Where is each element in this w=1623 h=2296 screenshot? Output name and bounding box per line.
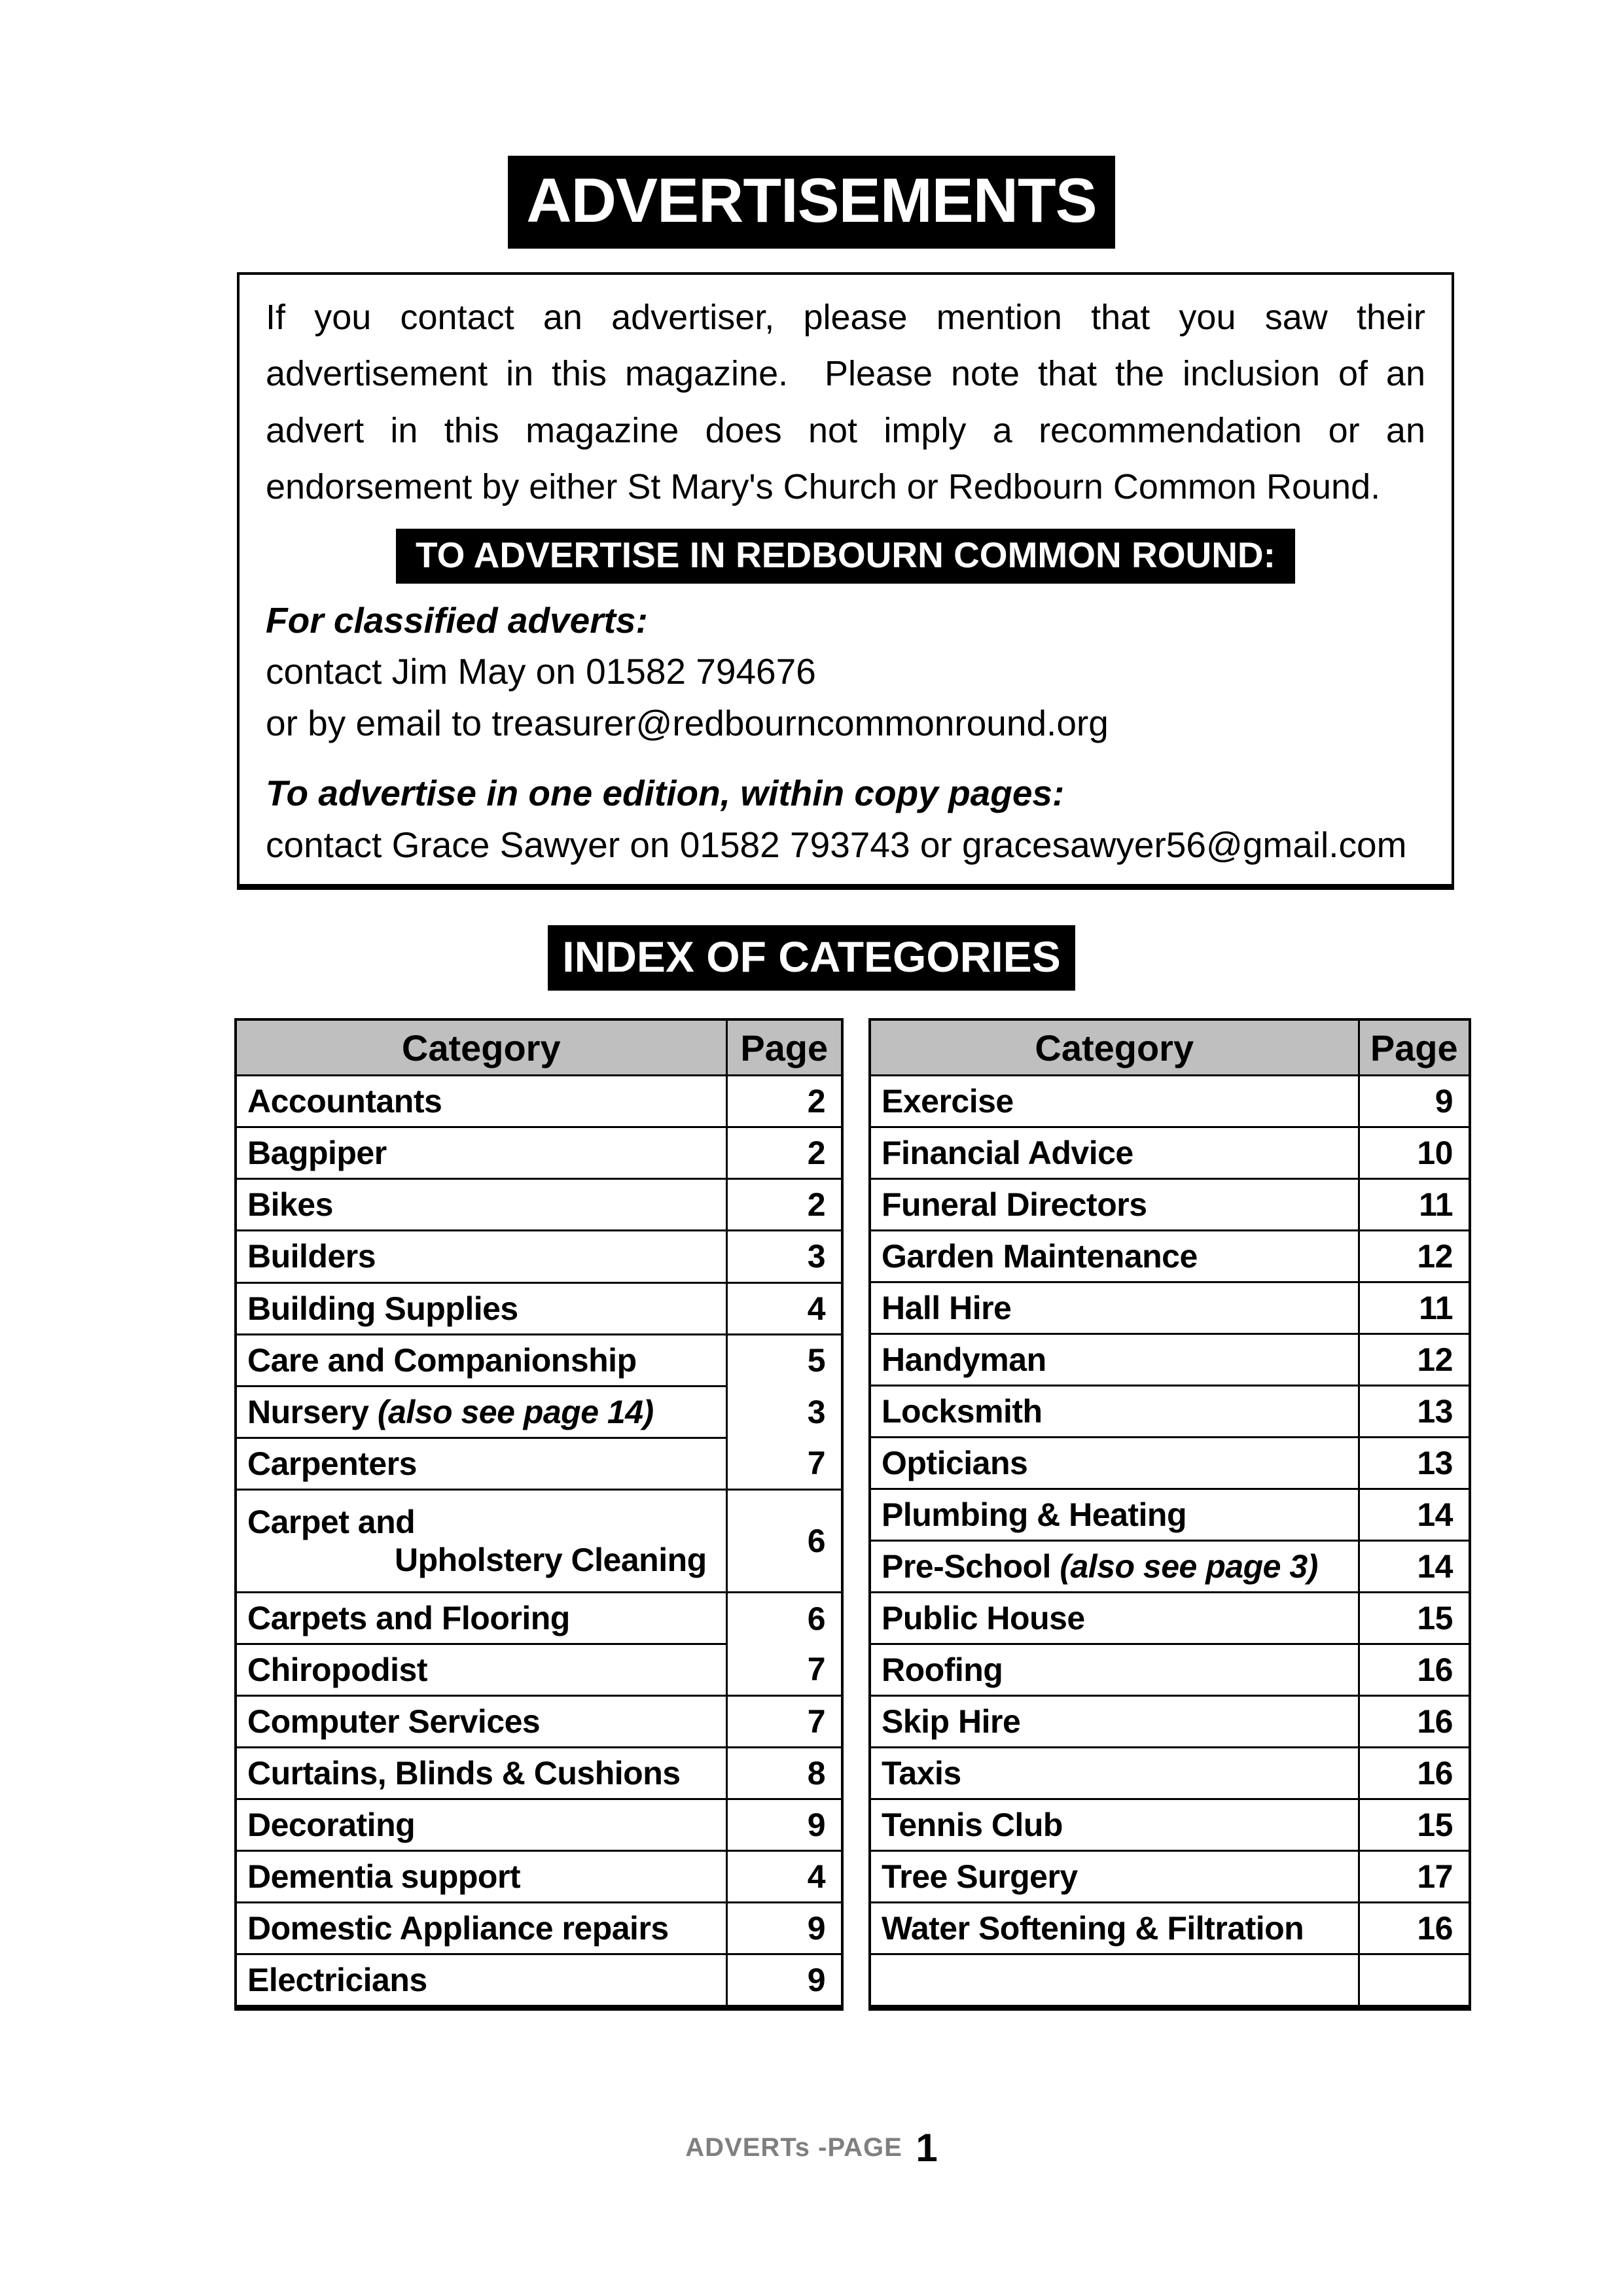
- page-cell: 6: [726, 1489, 842, 1592]
- index-heading: INDEX OF CATEGORIES: [548, 925, 1075, 991]
- table-row: [236, 1489, 842, 1592]
- notice-box: [237, 272, 1454, 890]
- table-row: [236, 1282, 842, 1334]
- table-row: [870, 1127, 1470, 1179]
- column-header-page: Page: [726, 1019, 842, 1076]
- category-cell: Garden Maintenance: [870, 1231, 1359, 1282]
- table-row: [870, 1644, 1470, 1696]
- page-cell: 13: [1359, 1386, 1470, 1438]
- table-row: [870, 1954, 1470, 2008]
- category-cell: Taxis: [870, 1748, 1359, 1799]
- table-row: [870, 1334, 1470, 1386]
- table-row: [870, 1489, 1470, 1541]
- category-cell: Handyman: [870, 1334, 1359, 1386]
- page-cell: 10: [1359, 1127, 1470, 1179]
- table-row: [870, 1696, 1470, 1748]
- page-cell: 6: [726, 1592, 842, 1644]
- table-row: [870, 1386, 1470, 1438]
- table-row: [236, 1592, 842, 1644]
- table-row: [870, 1748, 1470, 1799]
- page-cell: 7: [726, 1438, 842, 1489]
- category-cell: Plumbing & Heating: [870, 1489, 1359, 1541]
- page-cell: 7: [726, 1695, 842, 1747]
- table-row: [870, 1593, 1470, 1644]
- category-cell: Chiropodist: [236, 1644, 726, 1695]
- category-cell: Bagpiper: [236, 1127, 726, 1179]
- category-cell: Pre-School (also see page 3): [870, 1541, 1359, 1593]
- category-cell: Carpet and Upholstery Cleaning: [236, 1489, 726, 1592]
- category-cell: Nursery (also see page 14): [236, 1386, 726, 1438]
- category-cell: Roofing: [870, 1644, 1359, 1696]
- page-cell: 9: [726, 1954, 842, 2008]
- category-cell: Carpets and Flooring: [236, 1592, 726, 1644]
- table-row: [236, 1695, 842, 1747]
- category-cell: Skip Hire: [870, 1696, 1359, 1748]
- edition-contact-line: contact Grace Sawyer on 01582 793743 or gracesawyer56@gmail.com: [266, 824, 1407, 865]
- advertise-banner: TO ADVERTISE IN REDBOURN COMMON ROUND:: [396, 529, 1295, 584]
- page-cell: 4: [726, 1282, 842, 1334]
- table-row: [870, 1799, 1470, 1851]
- advertise-banner-row: [266, 529, 1425, 584]
- category-cell: Builders: [236, 1231, 726, 1282]
- table-row: [236, 1386, 842, 1438]
- page-title: ADVERTISEMENTS: [508, 156, 1115, 249]
- page-cell: 11: [1359, 1282, 1470, 1334]
- category-cell: Dementia support: [236, 1851, 726, 1903]
- category-cell: Financial Advice: [870, 1127, 1359, 1179]
- category-cell: Locksmith: [870, 1386, 1359, 1438]
- page-cell: 11: [1359, 1179, 1470, 1231]
- page-cell: 7: [726, 1644, 842, 1695]
- page-cell: 17: [1359, 1851, 1470, 1903]
- category-cell: Electricians: [236, 1954, 726, 2008]
- table-row: [236, 1076, 842, 1127]
- table-header-row: [870, 1019, 1470, 1076]
- footer-label: ADVERTs -PAGE: [685, 2133, 902, 2162]
- table-row: [870, 1438, 1470, 1489]
- page-cell: 16: [1359, 1696, 1470, 1748]
- page-cell: 3: [726, 1231, 842, 1282]
- page-cell: 9: [726, 1799, 842, 1850]
- page-cell: [1359, 1954, 1470, 2008]
- table-row: [870, 1541, 1470, 1593]
- table-row: [870, 1076, 1470, 1127]
- category-cell: Curtains, Blinds & Cushions: [236, 1747, 726, 1799]
- category-cell: Carpenters: [236, 1438, 726, 1489]
- page-cell: 5: [726, 1334, 842, 1386]
- page-cell: 14: [1359, 1541, 1470, 1593]
- page-cell: 13: [1359, 1438, 1470, 1489]
- page-cell: 14: [1359, 1489, 1470, 1541]
- category-cell: [870, 1954, 1359, 2008]
- footer-page-number: 1: [916, 2126, 938, 2170]
- column-header-page: Page: [1359, 1019, 1470, 1076]
- classified-contact-line: contact Jim May on 01582 794676: [266, 651, 816, 692]
- page-cell: 12: [1359, 1334, 1470, 1386]
- category-cell: Funeral Directors: [870, 1179, 1359, 1231]
- table-row: [236, 1179, 842, 1231]
- classified-email-line: or by email to treasurer@redbourncommonround.org: [266, 703, 1109, 744]
- page-cell: 3: [726, 1386, 842, 1438]
- category-cell: Building Supplies: [236, 1282, 726, 1334]
- page-header: [0, 0, 1623, 249]
- page-cell: 8: [726, 1747, 842, 1799]
- page-cell: 9: [1359, 1076, 1470, 1127]
- category-cell: Public House: [870, 1593, 1359, 1644]
- category-cell: Computer Services: [236, 1695, 726, 1747]
- page-cell: 15: [1359, 1799, 1470, 1851]
- category-cell: Accountants: [236, 1076, 726, 1127]
- table-row: [870, 1903, 1470, 1954]
- table-row: [236, 1799, 842, 1850]
- page-cell: 4: [726, 1851, 842, 1903]
- table-header-row: [236, 1019, 842, 1076]
- category-cell: Domestic Appliance repairs: [236, 1903, 726, 1954]
- table-row: [236, 1747, 842, 1799]
- category-cell: Tennis Club: [870, 1799, 1359, 1851]
- page-cell: 2: [726, 1179, 842, 1231]
- category-cell: Exercise: [870, 1076, 1359, 1127]
- notice-paragraph: If you contact an advertiser, please mention that you saw their advertisement in this magazine. Please note that the inclusion of an advert in this magazine does not imply a recommendation or an endorsement by either St Mary's Church or Redbourn Common Round.: [266, 298, 1436, 507]
- category-cell: Opticians: [870, 1438, 1359, 1489]
- footer: [0, 2125, 1623, 2170]
- index-heading-wrap: [0, 925, 1623, 991]
- table-row: [236, 1903, 842, 1954]
- edition-heading: To advertise in one edition, within copy pages:: [266, 772, 1065, 813]
- category-cell: Hall Hire: [870, 1282, 1359, 1334]
- page-cell: 9: [726, 1903, 842, 1954]
- table-row: [236, 1438, 842, 1489]
- page-cell: 15: [1359, 1593, 1470, 1644]
- page-cell: 16: [1359, 1644, 1470, 1696]
- index-tables: [234, 1018, 1623, 2011]
- table-row: [870, 1851, 1470, 1903]
- table-row: [870, 1179, 1470, 1231]
- table-row: [236, 1954, 842, 2008]
- table-row: [870, 1231, 1470, 1282]
- page-cell: 2: [726, 1076, 842, 1127]
- column-header-category: Category: [870, 1019, 1359, 1076]
- category-cell: Water Softening & Filtration: [870, 1903, 1359, 1954]
- table-row: [236, 1231, 842, 1282]
- table-row: [236, 1644, 842, 1695]
- table-row: [236, 1851, 842, 1903]
- index-table-right: [868, 1018, 1471, 2011]
- page-cell: 16: [1359, 1748, 1470, 1799]
- table-row: [870, 1282, 1470, 1334]
- classified-heading: For classified adverts:: [266, 599, 648, 641]
- page-cell: 2: [726, 1127, 842, 1179]
- category-cell: Tree Surgery: [870, 1851, 1359, 1903]
- page-cell: 12: [1359, 1231, 1470, 1282]
- category-cell: Bikes: [236, 1179, 726, 1231]
- table-row: [236, 1334, 842, 1386]
- index-table-left: [234, 1018, 844, 2011]
- category-cell: Decorating: [236, 1799, 726, 1850]
- column-header-category: Category: [236, 1019, 726, 1076]
- table-row: [236, 1127, 842, 1179]
- category-cell: Care and Companionship: [236, 1334, 726, 1386]
- page-cell: 16: [1359, 1903, 1470, 1954]
